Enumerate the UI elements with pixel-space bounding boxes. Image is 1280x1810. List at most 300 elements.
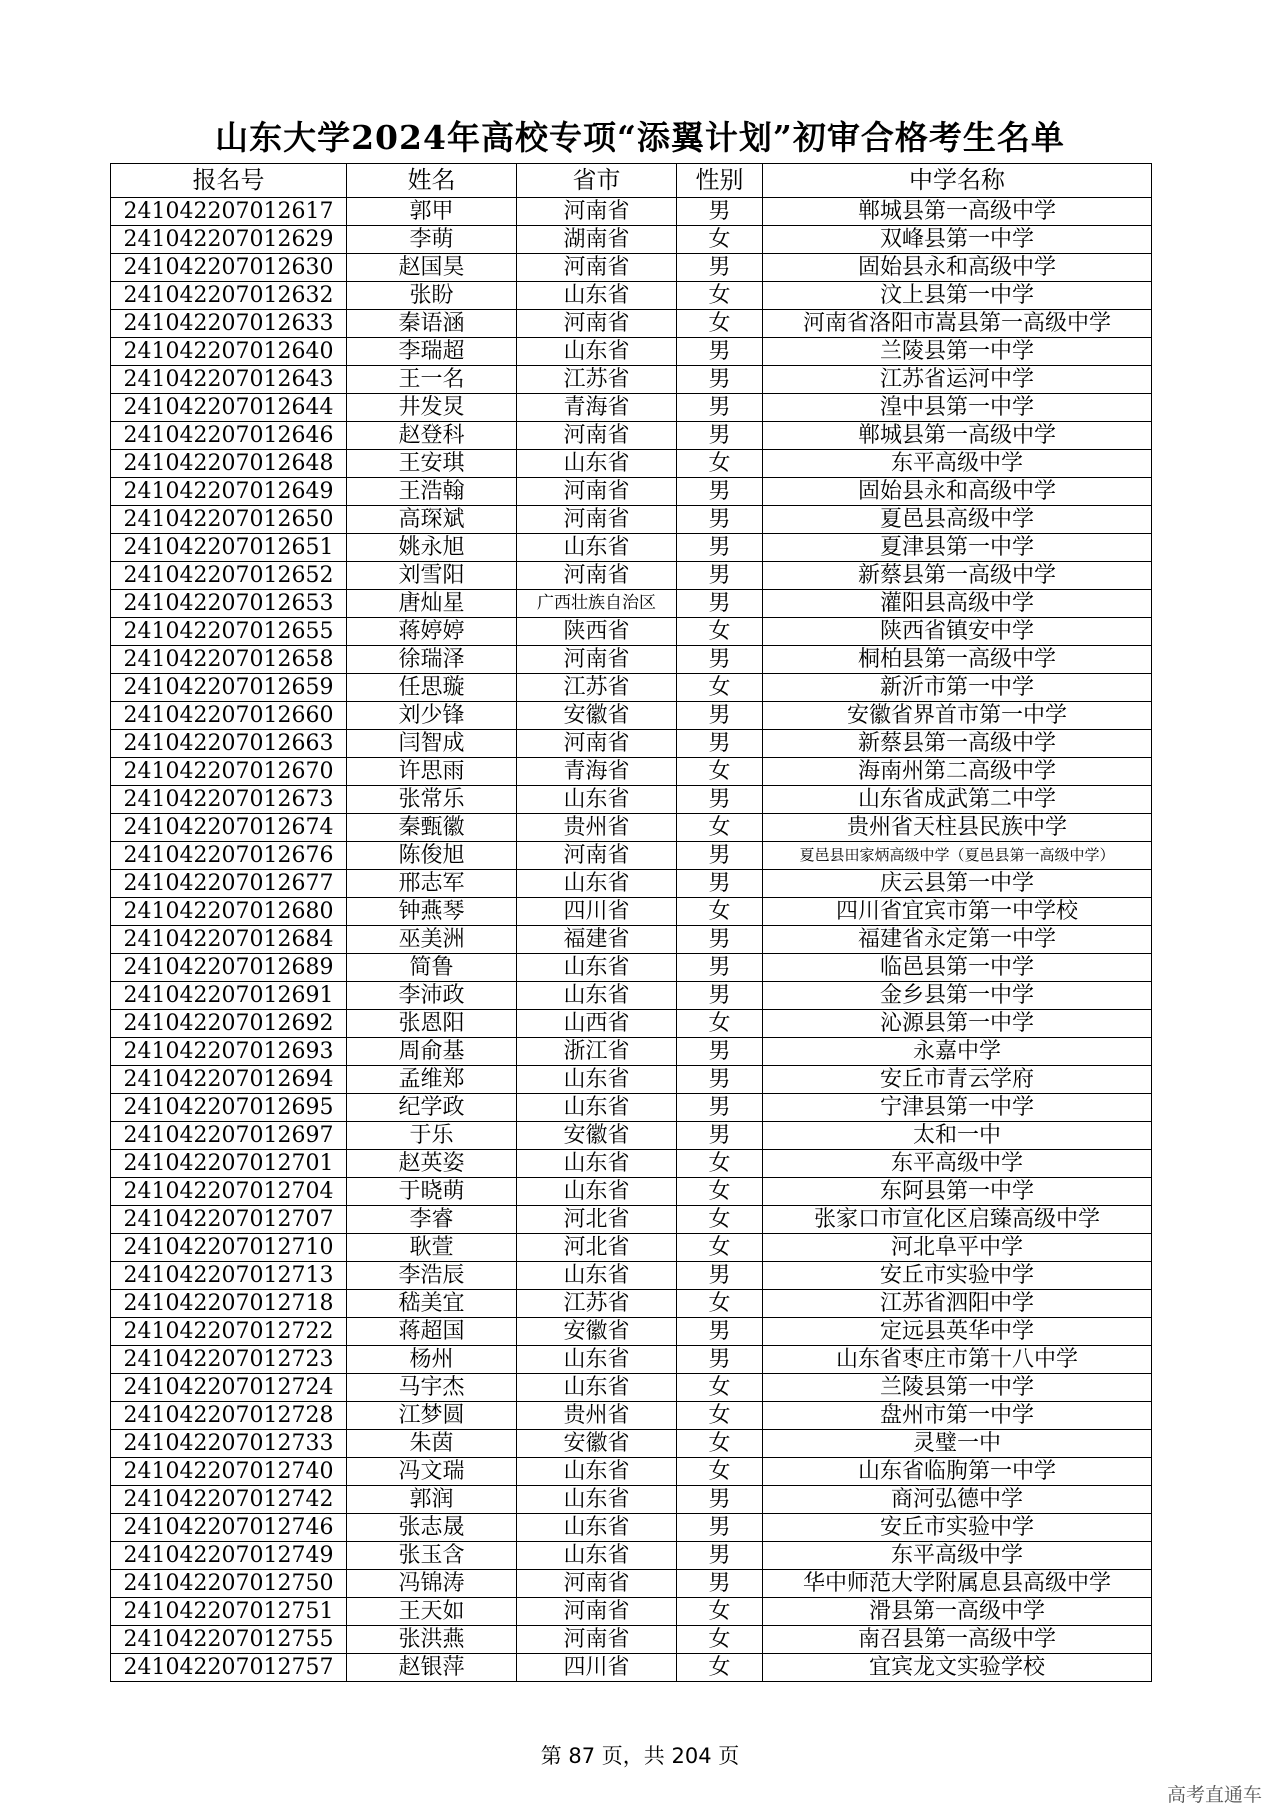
school-cell: 安徽省界首市第一中学 bbox=[763, 702, 1152, 730]
registration-id-cell: 241042207012697 bbox=[111, 1122, 347, 1150]
province-cell: 安徽省 bbox=[517, 1430, 677, 1458]
province-cell: 安徽省 bbox=[517, 1122, 677, 1150]
name-cell: 陈俊旭 bbox=[347, 842, 517, 870]
name-cell: 赵登科 bbox=[347, 422, 517, 450]
province-cell: 湖南省 bbox=[517, 226, 677, 254]
school-cell: 郸城县第一高级中学 bbox=[763, 422, 1152, 450]
registration-id-cell: 241042207012630 bbox=[111, 254, 347, 282]
registration-id-cell: 241042207012646 bbox=[111, 422, 347, 450]
gender-cell: 男 bbox=[677, 394, 763, 422]
school-cell: 新蔡县第一高级中学 bbox=[763, 730, 1152, 758]
registration-id-cell: 241042207012655 bbox=[111, 618, 347, 646]
school-cell: 安丘市青云学府 bbox=[763, 1066, 1152, 1094]
registration-id-cell: 241042207012691 bbox=[111, 982, 347, 1010]
registration-id-cell: 241042207012695 bbox=[111, 1094, 347, 1122]
gender-cell: 男 bbox=[677, 730, 763, 758]
gender-cell: 女 bbox=[677, 674, 763, 702]
registration-id-cell: 241042207012633 bbox=[111, 310, 347, 338]
table-row bbox=[111, 1542, 1152, 1570]
province-cell: 山东省 bbox=[517, 1458, 677, 1486]
table-row bbox=[111, 982, 1152, 1010]
gender-cell: 女 bbox=[677, 1458, 763, 1486]
table-row bbox=[111, 1514, 1152, 1542]
registration-id-cell: 241042207012724 bbox=[111, 1374, 347, 1402]
gender-cell: 女 bbox=[677, 898, 763, 926]
gender-cell: 女 bbox=[677, 282, 763, 310]
province-cell: 山东省 bbox=[517, 870, 677, 898]
gender-cell: 男 bbox=[677, 506, 763, 534]
name-cell: 李萌 bbox=[347, 226, 517, 254]
school-cell: 东平高级中学 bbox=[763, 1150, 1152, 1178]
name-cell: 邢志军 bbox=[347, 870, 517, 898]
school-cell: 夏邑县田家炳高级中学（夏邑县第一高级中学） bbox=[763, 842, 1152, 870]
province-cell: 河南省 bbox=[517, 478, 677, 506]
gender-cell: 女 bbox=[677, 618, 763, 646]
school-cell: 庆云县第一中学 bbox=[763, 870, 1152, 898]
registration-id-cell: 241042207012660 bbox=[111, 702, 347, 730]
school-cell: 海南州第二高级中学 bbox=[763, 758, 1152, 786]
province-cell: 山东省 bbox=[517, 338, 677, 366]
registration-id-cell: 241042207012707 bbox=[111, 1206, 347, 1234]
registration-id-cell: 241042207012692 bbox=[111, 1010, 347, 1038]
province-cell: 山东省 bbox=[517, 450, 677, 478]
registration-id-cell: 241042207012722 bbox=[111, 1318, 347, 1346]
school-cell: 南召县第一高级中学 bbox=[763, 1626, 1152, 1654]
table-row bbox=[111, 926, 1152, 954]
school-cell: 河南省洛阳市嵩县第一高级中学 bbox=[763, 310, 1152, 338]
name-cell: 高琛斌 bbox=[347, 506, 517, 534]
registration-id-cell: 241042207012723 bbox=[111, 1346, 347, 1374]
school-cell: 宁津县第一中学 bbox=[763, 1094, 1152, 1122]
province-cell: 河南省 bbox=[517, 506, 677, 534]
name-cell: 赵英姿 bbox=[347, 1150, 517, 1178]
province-cell: 青海省 bbox=[517, 758, 677, 786]
table-row bbox=[111, 898, 1152, 926]
registration-id-cell: 241042207012750 bbox=[111, 1570, 347, 1598]
school-cell: 滑县第一高级中学 bbox=[763, 1598, 1152, 1626]
table-row bbox=[111, 310, 1152, 338]
table-row bbox=[111, 1318, 1152, 1346]
gender-cell: 男 bbox=[677, 702, 763, 730]
school-cell: 定远县英华中学 bbox=[763, 1318, 1152, 1346]
table-row bbox=[111, 730, 1152, 758]
table-header-row bbox=[111, 164, 1152, 198]
name-cell: 王一名 bbox=[347, 366, 517, 394]
table-row bbox=[111, 1626, 1152, 1654]
table-row bbox=[111, 366, 1152, 394]
table-row bbox=[111, 1150, 1152, 1178]
registration-id-cell: 241042207012653 bbox=[111, 590, 347, 618]
gender-cell: 女 bbox=[677, 1430, 763, 1458]
gender-cell: 男 bbox=[677, 954, 763, 982]
gender-cell: 女 bbox=[677, 1290, 763, 1318]
gender-cell: 女 bbox=[677, 310, 763, 338]
province-cell: 河南省 bbox=[517, 562, 677, 590]
school-cell: 汶上县第一中学 bbox=[763, 282, 1152, 310]
name-cell: 刘雪阳 bbox=[347, 562, 517, 590]
school-cell: 固始县永和高级中学 bbox=[763, 254, 1152, 282]
gender-cell: 女 bbox=[677, 226, 763, 254]
school-cell: 兰陵县第一中学 bbox=[763, 338, 1152, 366]
table-row bbox=[111, 1570, 1152, 1598]
table-row bbox=[111, 1486, 1152, 1514]
gender-cell: 男 bbox=[677, 1486, 763, 1514]
gender-cell: 男 bbox=[677, 786, 763, 814]
registration-id-cell: 241042207012673 bbox=[111, 786, 347, 814]
name-cell: 郭润 bbox=[347, 1486, 517, 1514]
province-cell: 四川省 bbox=[517, 898, 677, 926]
registration-id-cell: 241042207012629 bbox=[111, 226, 347, 254]
gender-cell: 男 bbox=[677, 198, 763, 226]
province-cell: 山西省 bbox=[517, 1010, 677, 1038]
province-cell: 河北省 bbox=[517, 1234, 677, 1262]
name-cell: 巫美洲 bbox=[347, 926, 517, 954]
name-cell: 刘少锋 bbox=[347, 702, 517, 730]
name-cell: 张常乐 bbox=[347, 786, 517, 814]
school-cell: 山东省临朐第一中学 bbox=[763, 1458, 1152, 1486]
name-cell: 唐灿星 bbox=[347, 590, 517, 618]
name-cell: 张玉含 bbox=[347, 1542, 517, 1570]
school-cell: 兰陵县第一中学 bbox=[763, 1374, 1152, 1402]
gender-cell: 男 bbox=[677, 646, 763, 674]
name-cell: 秦语涵 bbox=[347, 310, 517, 338]
name-cell: 王天如 bbox=[347, 1598, 517, 1626]
province-cell: 浙江省 bbox=[517, 1038, 677, 1066]
gender-cell: 男 bbox=[677, 254, 763, 282]
name-cell: 孟维郑 bbox=[347, 1066, 517, 1094]
province-cell: 河南省 bbox=[517, 842, 677, 870]
table-row bbox=[111, 1458, 1152, 1486]
school-cell: 夏津县第一中学 bbox=[763, 534, 1152, 562]
province-cell: 河南省 bbox=[517, 730, 677, 758]
registration-id-cell: 241042207012718 bbox=[111, 1290, 347, 1318]
name-cell: 简鲁 bbox=[347, 954, 517, 982]
province-cell: 山东省 bbox=[517, 1514, 677, 1542]
table-row bbox=[111, 450, 1152, 478]
table-row bbox=[111, 758, 1152, 786]
table-row bbox=[111, 1094, 1152, 1122]
table-row bbox=[111, 534, 1152, 562]
gender-cell: 女 bbox=[677, 814, 763, 842]
province-cell: 安徽省 bbox=[517, 1318, 677, 1346]
registration-id-cell: 241042207012670 bbox=[111, 758, 347, 786]
name-cell: 于乐 bbox=[347, 1122, 517, 1150]
name-cell: 张洪燕 bbox=[347, 1626, 517, 1654]
school-cell: 湟中县第一中学 bbox=[763, 394, 1152, 422]
registration-id-cell: 241042207012742 bbox=[111, 1486, 347, 1514]
name-cell: 蒋婷婷 bbox=[347, 618, 517, 646]
gender-cell: 男 bbox=[677, 1122, 763, 1150]
school-cell: 夏邑县高级中学 bbox=[763, 506, 1152, 534]
table-row bbox=[111, 842, 1152, 870]
registration-id-cell: 241042207012659 bbox=[111, 674, 347, 702]
registration-id-cell: 241042207012694 bbox=[111, 1066, 347, 1094]
gender-cell: 男 bbox=[677, 842, 763, 870]
name-cell: 李瑞超 bbox=[347, 338, 517, 366]
table-row bbox=[111, 1262, 1152, 1290]
province-cell: 河北省 bbox=[517, 1206, 677, 1234]
school-cell: 太和一中 bbox=[763, 1122, 1152, 1150]
table-row bbox=[111, 562, 1152, 590]
name-cell: 耿萱 bbox=[347, 1234, 517, 1262]
registration-id-cell: 241042207012632 bbox=[111, 282, 347, 310]
school-cell: 山东省成武第二中学 bbox=[763, 786, 1152, 814]
gender-cell: 男 bbox=[677, 366, 763, 394]
registration-id-cell: 241042207012751 bbox=[111, 1598, 347, 1626]
name-cell: 姚永旭 bbox=[347, 534, 517, 562]
school-cell: 山东省枣庄市第十八中学 bbox=[763, 1346, 1152, 1374]
school-cell: 福建省永定第一中学 bbox=[763, 926, 1152, 954]
province-cell: 河南省 bbox=[517, 198, 677, 226]
table-row bbox=[111, 1290, 1152, 1318]
watermark: 高考直通车 bbox=[1166, 1784, 1262, 1806]
registration-id-cell: 241042207012713 bbox=[111, 1262, 347, 1290]
school-cell: 临邑县第一中学 bbox=[763, 954, 1152, 982]
registration-id-cell: 241042207012710 bbox=[111, 1234, 347, 1262]
province-cell: 山东省 bbox=[517, 1346, 677, 1374]
table-row bbox=[111, 198, 1152, 226]
gender-cell: 男 bbox=[677, 590, 763, 618]
province-cell: 山东省 bbox=[517, 1178, 677, 1206]
name-cell: 王浩翰 bbox=[347, 478, 517, 506]
registration-id-cell: 241042207012658 bbox=[111, 646, 347, 674]
table-row bbox=[111, 226, 1152, 254]
table-row bbox=[111, 1178, 1152, 1206]
registration-id-cell: 241042207012740 bbox=[111, 1458, 347, 1486]
registration-id-cell: 241042207012693 bbox=[111, 1038, 347, 1066]
gender-cell: 女 bbox=[677, 1374, 763, 1402]
table-row bbox=[111, 814, 1152, 842]
name-cell: 赵银萍 bbox=[347, 1654, 517, 1682]
registration-id-cell: 241042207012749 bbox=[111, 1542, 347, 1570]
registration-id-cell: 241042207012677 bbox=[111, 870, 347, 898]
province-cell: 山东省 bbox=[517, 534, 677, 562]
table-row bbox=[111, 618, 1152, 646]
gender-cell: 男 bbox=[677, 478, 763, 506]
gender-cell: 女 bbox=[677, 1150, 763, 1178]
gender-cell: 男 bbox=[677, 338, 763, 366]
column-header-gender: 性别 bbox=[677, 164, 763, 198]
gender-cell: 男 bbox=[677, 926, 763, 954]
page-title: 山东大学2024年高校专项“添翼计划”初审合格考生名单 bbox=[215, 118, 1065, 157]
province-cell: 河南省 bbox=[517, 1570, 677, 1598]
column-header-school: 中学名称 bbox=[763, 164, 1152, 198]
school-cell: 双峰县第一中学 bbox=[763, 226, 1152, 254]
gender-cell: 男 bbox=[677, 1094, 763, 1122]
name-cell: 蒋超国 bbox=[347, 1318, 517, 1346]
registration-id-cell: 241042207012617 bbox=[111, 198, 347, 226]
table-row bbox=[111, 1010, 1152, 1038]
gender-cell: 男 bbox=[677, 1570, 763, 1598]
school-cell: 宜宾龙文实验学校 bbox=[763, 1654, 1152, 1682]
province-cell: 山东省 bbox=[517, 1094, 677, 1122]
gender-cell: 女 bbox=[677, 1626, 763, 1654]
name-cell: 江梦圆 bbox=[347, 1402, 517, 1430]
table-row bbox=[111, 254, 1152, 282]
school-cell: 永嘉中学 bbox=[763, 1038, 1152, 1066]
registration-id-cell: 241042207012704 bbox=[111, 1178, 347, 1206]
school-cell: 张家口市宣化区启臻高级中学 bbox=[763, 1206, 1152, 1234]
school-cell: 商河弘德中学 bbox=[763, 1486, 1152, 1514]
name-cell: 赵国昊 bbox=[347, 254, 517, 282]
gender-cell: 男 bbox=[677, 870, 763, 898]
province-cell: 河南省 bbox=[517, 646, 677, 674]
gender-cell: 女 bbox=[677, 1598, 763, 1626]
registration-id-cell: 241042207012728 bbox=[111, 1402, 347, 1430]
column-header-registration-id: 报名号 bbox=[111, 164, 347, 198]
registration-id-cell: 241042207012674 bbox=[111, 814, 347, 842]
province-cell: 山东省 bbox=[517, 1486, 677, 1514]
school-cell: 江苏省运河中学 bbox=[763, 366, 1152, 394]
province-cell: 山东省 bbox=[517, 786, 677, 814]
table-row bbox=[111, 1598, 1152, 1626]
province-cell: 青海省 bbox=[517, 394, 677, 422]
registration-id-cell: 241042207012757 bbox=[111, 1654, 347, 1682]
table-row bbox=[111, 786, 1152, 814]
registration-id-cell: 241042207012755 bbox=[111, 1626, 347, 1654]
name-cell: 纪学政 bbox=[347, 1094, 517, 1122]
school-cell: 安丘市实验中学 bbox=[763, 1262, 1152, 1290]
gender-cell: 男 bbox=[677, 1066, 763, 1094]
gender-cell: 女 bbox=[677, 1402, 763, 1430]
school-cell: 金乡县第一中学 bbox=[763, 982, 1152, 1010]
province-cell: 山东省 bbox=[517, 282, 677, 310]
school-cell: 东阿县第一中学 bbox=[763, 1178, 1152, 1206]
name-cell: 李浩辰 bbox=[347, 1262, 517, 1290]
province-cell: 广西壮族自治区 bbox=[517, 590, 677, 618]
name-cell: 闫智成 bbox=[347, 730, 517, 758]
table-body bbox=[111, 198, 1152, 1682]
school-cell: 安丘市实验中学 bbox=[763, 1514, 1152, 1542]
table-row bbox=[111, 1430, 1152, 1458]
province-cell: 山东省 bbox=[517, 1374, 677, 1402]
registration-id-cell: 241042207012684 bbox=[111, 926, 347, 954]
name-cell: 张志晟 bbox=[347, 1514, 517, 1542]
name-cell: 钟燕琴 bbox=[347, 898, 517, 926]
registration-id-cell: 241042207012746 bbox=[111, 1514, 347, 1542]
province-cell: 贵州省 bbox=[517, 1402, 677, 1430]
province-cell: 山东省 bbox=[517, 1066, 677, 1094]
name-cell: 郭甲 bbox=[347, 198, 517, 226]
school-cell: 沁源县第一中学 bbox=[763, 1010, 1152, 1038]
registration-id-cell: 241042207012689 bbox=[111, 954, 347, 982]
province-cell: 山东省 bbox=[517, 1262, 677, 1290]
gender-cell: 男 bbox=[677, 562, 763, 590]
table-row bbox=[111, 506, 1152, 534]
school-cell: 贵州省天柱县民族中学 bbox=[763, 814, 1152, 842]
table-row bbox=[111, 870, 1152, 898]
table-row bbox=[111, 590, 1152, 618]
province-cell: 贵州省 bbox=[517, 814, 677, 842]
gender-cell: 女 bbox=[677, 1206, 763, 1234]
candidate-table bbox=[110, 163, 1152, 1682]
table-row bbox=[111, 1206, 1152, 1234]
registration-id-cell: 241042207012650 bbox=[111, 506, 347, 534]
province-cell: 江苏省 bbox=[517, 674, 677, 702]
school-cell: 灵璧一中 bbox=[763, 1430, 1152, 1458]
registration-id-cell: 241042207012651 bbox=[111, 534, 347, 562]
table-row bbox=[111, 702, 1152, 730]
table-row bbox=[111, 1038, 1152, 1066]
school-cell: 华中师范大学附属息县高级中学 bbox=[763, 1570, 1152, 1598]
table-row bbox=[111, 646, 1152, 674]
registration-id-cell: 241042207012640 bbox=[111, 338, 347, 366]
registration-id-cell: 241042207012648 bbox=[111, 450, 347, 478]
school-cell: 河北阜平中学 bbox=[763, 1234, 1152, 1262]
table-row bbox=[111, 1346, 1152, 1374]
school-cell: 江苏省泗阳中学 bbox=[763, 1290, 1152, 1318]
province-cell: 河南省 bbox=[517, 254, 677, 282]
name-cell: 张恩阳 bbox=[347, 1010, 517, 1038]
gender-cell: 男 bbox=[677, 1346, 763, 1374]
registration-id-cell: 241042207012649 bbox=[111, 478, 347, 506]
table-row bbox=[111, 1402, 1152, 1430]
column-header-name: 姓名 bbox=[347, 164, 517, 198]
table-row bbox=[111, 1374, 1152, 1402]
table-row bbox=[111, 1066, 1152, 1094]
province-cell: 山东省 bbox=[517, 1150, 677, 1178]
province-cell: 河南省 bbox=[517, 310, 677, 338]
province-cell: 福建省 bbox=[517, 926, 677, 954]
table-row bbox=[111, 674, 1152, 702]
gender-cell: 男 bbox=[677, 422, 763, 450]
name-cell: 李沛政 bbox=[347, 982, 517, 1010]
table-row bbox=[111, 338, 1152, 366]
name-cell: 周俞基 bbox=[347, 1038, 517, 1066]
gender-cell: 男 bbox=[677, 534, 763, 562]
school-cell: 郸城县第一高级中学 bbox=[763, 198, 1152, 226]
table-row bbox=[111, 1234, 1152, 1262]
gender-cell: 男 bbox=[677, 1038, 763, 1066]
gender-cell: 男 bbox=[677, 1514, 763, 1542]
name-cell: 井发炅 bbox=[347, 394, 517, 422]
gender-cell: 女 bbox=[677, 1234, 763, 1262]
school-cell: 东平高级中学 bbox=[763, 450, 1152, 478]
registration-id-cell: 241042207012733 bbox=[111, 1430, 347, 1458]
school-cell: 固始县永和高级中学 bbox=[763, 478, 1152, 506]
school-cell: 陕西省镇安中学 bbox=[763, 618, 1152, 646]
gender-cell: 男 bbox=[677, 1318, 763, 1346]
province-cell: 江苏省 bbox=[517, 1290, 677, 1318]
gender-cell: 男 bbox=[677, 982, 763, 1010]
gender-cell: 女 bbox=[677, 758, 763, 786]
table-row bbox=[111, 1654, 1152, 1682]
name-cell: 冯文瑞 bbox=[347, 1458, 517, 1486]
gender-cell: 女 bbox=[677, 1010, 763, 1038]
name-cell: 王安琪 bbox=[347, 450, 517, 478]
school-cell: 盘州市第一中学 bbox=[763, 1402, 1152, 1430]
name-cell: 于晓萌 bbox=[347, 1178, 517, 1206]
school-cell: 东平高级中学 bbox=[763, 1542, 1152, 1570]
school-cell: 新沂市第一中学 bbox=[763, 674, 1152, 702]
gender-cell: 女 bbox=[677, 450, 763, 478]
province-cell: 陕西省 bbox=[517, 618, 677, 646]
province-cell: 河南省 bbox=[517, 1626, 677, 1654]
registration-id-cell: 241042207012644 bbox=[111, 394, 347, 422]
table-row bbox=[111, 282, 1152, 310]
registration-id-cell: 241042207012676 bbox=[111, 842, 347, 870]
registration-id-cell: 241042207012652 bbox=[111, 562, 347, 590]
name-cell: 朱茵 bbox=[347, 1430, 517, 1458]
name-cell: 张盼 bbox=[347, 282, 517, 310]
name-cell: 徐瑞泽 bbox=[347, 646, 517, 674]
registration-id-cell: 241042207012701 bbox=[111, 1150, 347, 1178]
registration-id-cell: 241042207012680 bbox=[111, 898, 347, 926]
gender-cell: 男 bbox=[677, 1262, 763, 1290]
province-cell: 山东省 bbox=[517, 1542, 677, 1570]
school-cell: 灌阳县高级中学 bbox=[763, 590, 1152, 618]
province-cell: 河南省 bbox=[517, 1598, 677, 1626]
